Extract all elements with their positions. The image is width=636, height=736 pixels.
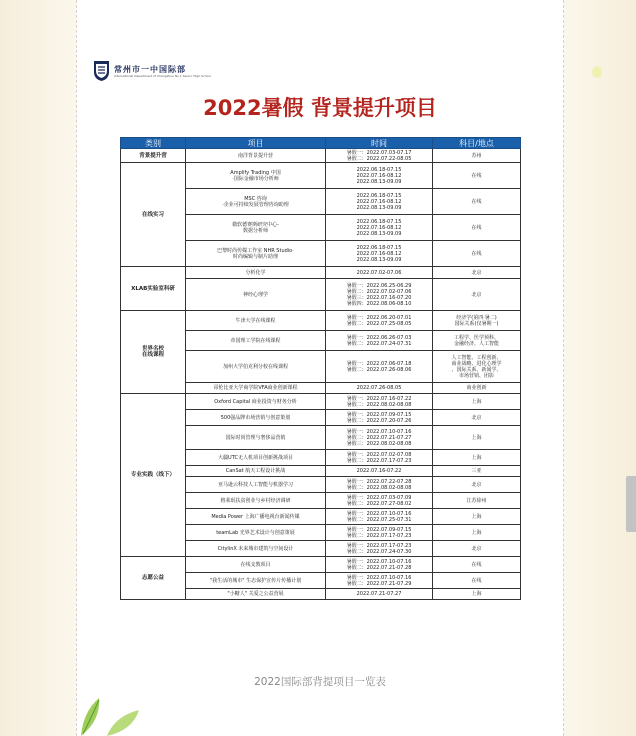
location-cell: 工程学、医学预科、 金融经济、人工智能 — [433, 331, 521, 351]
location-cell: 江苏徐州 — [433, 493, 521, 509]
location-cell: 上海 — [433, 450, 521, 466]
header-project: 项目 — [186, 138, 326, 149]
project-cell: CanSat 航天工程设计挑战 — [186, 466, 326, 477]
time-cell: 2022.07.26-08.05 — [326, 383, 433, 394]
location-cell: 人工智能、工程创新、 商业战略、进化心理学 、国际关系、新闻学、 市场营销、团影 — [433, 351, 521, 383]
school-logo — [93, 60, 211, 82]
project-cell: teamLab 光界艺术设计与创意策展 — [186, 525, 326, 541]
time-cell: 暑假一：2022.06.20-07.01 暑假二：2022.07.25-08.05 — [326, 311, 433, 331]
location-cell: 在线 — [433, 557, 521, 573]
time-cell: 暑假一：2022.07.16-07.22 暑假二：2022.08.02-08.08 — [326, 394, 433, 410]
time-cell: 暑假一：2022.07.09-07.15 暑假二：2022.07.20-07.26 — [326, 410, 433, 426]
project-cell: 南洋背景提升营 — [186, 149, 326, 163]
leaf-decoration-icon — [77, 690, 147, 736]
time-cell: 2022.07.16-07.22 — [326, 466, 433, 477]
time-cell: 暑假一：2022.07.10-07.16 暑假二：2022.07.21-07.28 — [326, 557, 433, 573]
time-cell: 暑假一：2022.06.26-07.03 暑假二：2022.07.24-07.31 — [326, 331, 433, 351]
header-category: 类别 — [121, 138, 186, 149]
time-cell: 暑假一：2022.07.02-07.08 暑假二：2022.07.17-07.23 — [326, 450, 433, 466]
location-cell: 在线 — [433, 189, 521, 215]
time-cell: 暑假一：2022.07.10-07.16 暑假二：2022.07.21-07.27 暑假三：2022.08.02-08.08 — [326, 426, 433, 450]
header-time: 时间 — [326, 138, 433, 149]
time-cell: 暑假一：2022.07.10-07.16 暑假二：2022.07.25-07.31 — [326, 509, 433, 525]
category-cell: 专业实践（线下） — [121, 394, 186, 557]
project-cell: 500强品牌市场营销与创意策划 — [186, 410, 326, 426]
time-cell: 暑假一：2022.07.17-07.23 暑假二：2022.07.24-07.30 — [326, 541, 433, 557]
project-cell: 国际时尚管理与奢侈品营销 — [186, 426, 326, 450]
project-cell: "小糖人" 关爱之公益营展 — [186, 589, 326, 600]
location-cell: 在线 — [433, 573, 521, 589]
location-cell: 商业创新 — [433, 383, 521, 394]
project-table — [120, 137, 521, 600]
location-cell: 上海 — [433, 525, 521, 541]
decorative-dot — [592, 66, 602, 78]
project-cell: "我生活的城市" 生态保护宣传片传播计划 — [186, 573, 326, 589]
location-cell: 在线 — [433, 163, 521, 189]
project-cell: Oxford Capital 商业投资与财务分析 — [186, 394, 326, 410]
location-cell: 北京 — [433, 279, 521, 311]
school-name: 常州市一中国际部 — [114, 64, 186, 74]
location-cell: 经济学(第四·暑二) 国际关系(仅暑期一) — [433, 311, 521, 331]
category-cell: 背景提升营 — [121, 149, 186, 163]
location-cell: 北京 — [433, 477, 521, 493]
location-cell: 在线 — [433, 215, 521, 241]
location-cell: 三亚 — [433, 466, 521, 477]
project-cell: 加州大学伯克利分校在线课程 — [186, 351, 326, 383]
location-cell: 上海 — [433, 509, 521, 525]
school-subtitle: International Department of Changzhou No.1 Senior High School — [114, 73, 212, 78]
project-cell: MSC 咨询 ·企业可持续发展管理咨询助理 — [186, 189, 326, 215]
time-cell: 2022.06.18-07.15 2022.07.16-08.12 2022.08.13-09.09 — [326, 163, 433, 189]
project-cell: 格莱珉扶贫创业与乡村经济调研 — [186, 493, 326, 509]
project-cell: Amplify Trading 中国 ·国际金融市场分析师 — [186, 163, 326, 189]
location-cell: 北京 — [433, 541, 521, 557]
project-cell: 牛津大学在线课程 — [186, 311, 326, 331]
table-row — [121, 557, 521, 573]
school-crest-icon — [93, 60, 110, 82]
table-caption: 2022国际部背提项目一览表 — [254, 676, 386, 688]
project-cell: 大疆UTC无人机项目创新挑战项目 — [186, 450, 326, 466]
project-cell: 神经心理学 — [186, 279, 326, 311]
right-background — [562, 0, 636, 736]
project-cell: 帝国理工学院在线课程 — [186, 331, 326, 351]
project-cell: CitylinX 未来城市建筑与空间设计 — [186, 541, 326, 557]
category-cell: 世界名校 在线课程 — [121, 311, 186, 394]
location-cell: 上海 — [433, 394, 521, 410]
table-row — [121, 149, 521, 163]
project-cell: 巴黎时尚传媒工作室 NHR Studio· 时尚编辑与制片助理 — [186, 241, 326, 267]
time-cell: 2022.06.18-07.15 2022.07.16-08.12 2022.08.13-09.09 — [326, 189, 433, 215]
location-cell: 上海 — [433, 426, 521, 450]
table-row — [121, 394, 521, 410]
category-cell: XLAB实验室科研 — [121, 267, 186, 311]
time-cell: 2022.06.18-07.15 2022.07.16-08.12 2022.08.13-09.09 — [326, 241, 433, 267]
table-row — [121, 311, 521, 331]
location-cell: 苏州 — [433, 149, 521, 163]
table-header-row — [121, 138, 521, 149]
project-cell: 分析化学 — [186, 267, 326, 279]
document-page — [76, 0, 564, 736]
time-cell: 2022.07.02-07.06 — [326, 267, 433, 279]
location-cell: 上海 — [433, 589, 521, 600]
category-cell: 在线实习 — [121, 163, 186, 267]
location-cell: 北京 — [433, 410, 521, 426]
header-location: 科目/地点 — [433, 138, 521, 149]
time-cell: 暑假一：2022.07.03-07.09 暑假二：2022.07.27-08.02 — [326, 493, 433, 509]
table-row — [121, 267, 521, 279]
scrollbar-handle[interactable] — [626, 476, 636, 532]
location-cell: 在线 — [433, 241, 521, 267]
time-cell: 暑假一：2022.07.10-07.16 暑假二：2022.07.21-07.29 — [326, 573, 433, 589]
time-cell: 暑假一：2022.06.25-06.29 暑假二：2022.07.02-07.06 暑假三：2022.07.16-07.20 暑假四：2022.08.06-08.10 — [326, 279, 433, 311]
time-cell: 暑假一：2022.07.22-07.28 暑假二：2022.08.02-08.08 — [326, 477, 433, 493]
time-cell: 2022.07.21-07.27 — [326, 589, 433, 600]
project-cell: 哥伦比亚大学商学院VFA商业创新课程 — [186, 383, 326, 394]
project-cell: 亚马逊云科技人工智能与机器学习 — [186, 477, 326, 493]
location-cell: 北京 — [433, 267, 521, 279]
project-cell: 微软德赛斯研究中心- 数据分析师 — [186, 215, 326, 241]
time-cell: 暑假一：2022.07.06-07.18 暑假二：2022.07.26-08.06 — [326, 351, 433, 383]
table-row — [121, 163, 521, 189]
time-cell: 2022.06.18-07.15 2022.07.16-08.12 2022.08.13-09.09 — [326, 215, 433, 241]
project-cell: Media Power 上海广播电视台新闻传媒 — [186, 509, 326, 525]
project-cell: 在线支教项目 — [186, 557, 326, 573]
time-cell: 暑假一：2022.07.09-07.15 暑假二：2022.07.17-07.23 — [326, 525, 433, 541]
page-title: 2022暑假 背景提升项目 — [203, 96, 437, 120]
left-background — [0, 0, 76, 736]
category-cell: 志愿公益 — [121, 557, 186, 600]
time-cell: 暑假一：2022.07.03-07.17 暑假二：2022.07.22-08.05 — [326, 149, 433, 163]
